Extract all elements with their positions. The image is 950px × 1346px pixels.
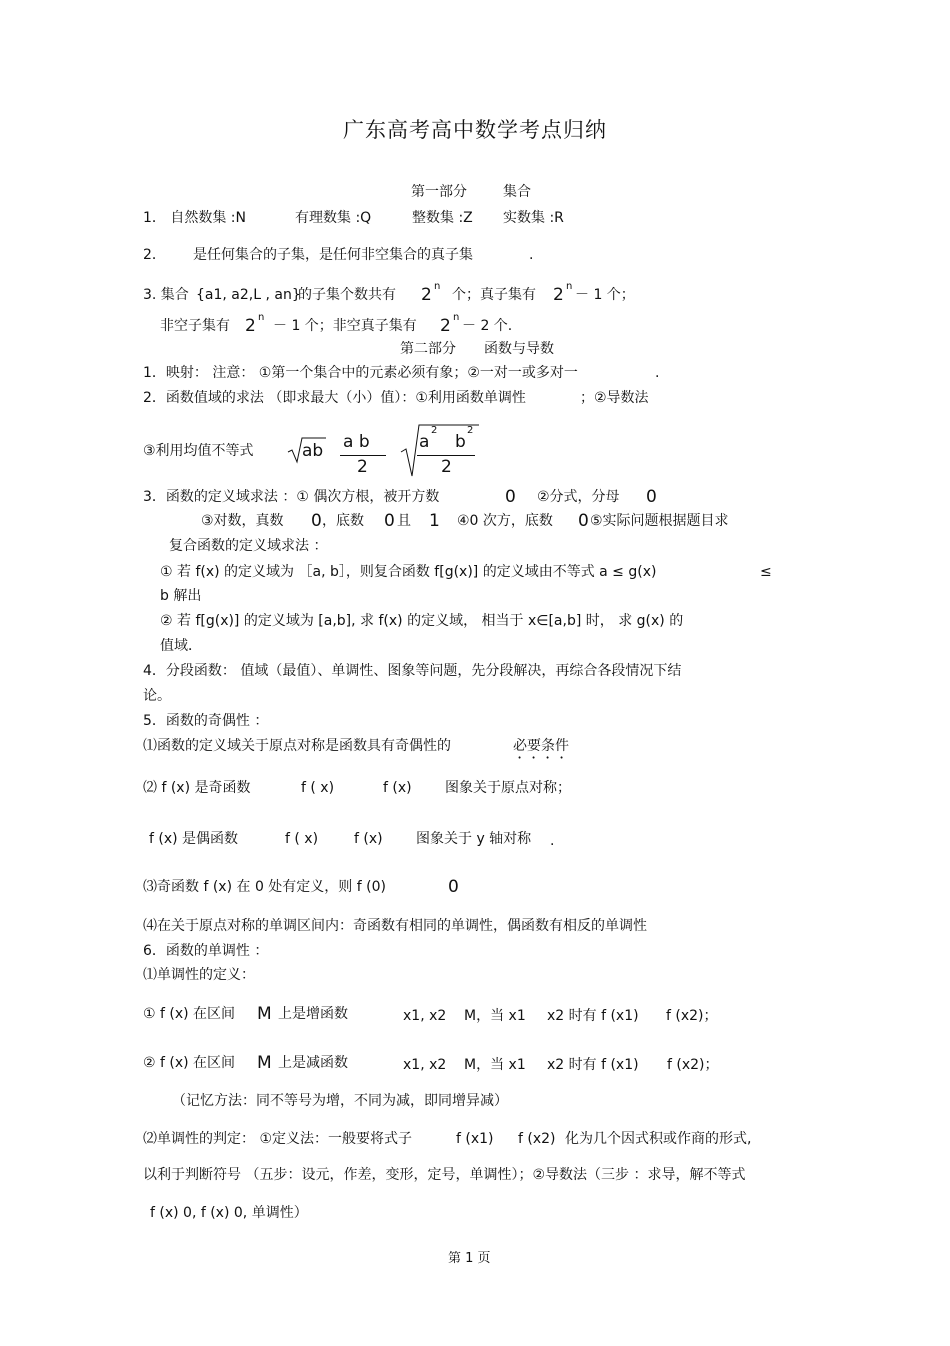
p2-line2-b: ；②导数法 (580, 390, 649, 406)
part2-heading: 第二部分 (400, 341, 456, 357)
frac2-a: a (419, 432, 430, 452)
p2-line4-b: ②分式，分母 (537, 489, 620, 505)
p1-line3-exp1: n (434, 281, 441, 292)
p2-line16-b: f ( x) (285, 831, 319, 847)
p2-line22-f: f (x2)； (667, 1057, 719, 1073)
p1-line3-c: 个；真子集有 (452, 287, 536, 303)
p2-line6: 复合函数的定义域求法 ： (169, 538, 328, 554)
p2-line13: 5．函数的奇偶性 ： (143, 713, 269, 729)
p2-line24-c: f (x2) (518, 1131, 556, 1147)
p1-line1-d: 实数集 :R (503, 210, 564, 226)
p2-line4-a: 3．函数的定义域求法 ：① 偶次方根，被开方数 (143, 489, 440, 505)
p2-line5-a: ③对数，真数 (201, 513, 284, 529)
p2-line21-c: x1, x2 (403, 1008, 447, 1024)
p2-line24-d: 化为几个因式积或作商的形式, (565, 1131, 752, 1147)
p1-line3-b: 的子集个数共有 (298, 287, 396, 303)
p2-line5-z2: 0 (384, 511, 395, 531)
p2-line20: ⑴单调性的定义： (143, 967, 255, 983)
p1-line1-b: 有理数集 :Q (295, 210, 372, 226)
p2-line21-f: f (x2)； (666, 1008, 718, 1024)
frac2-b-exp: 2 (467, 425, 474, 436)
p2-line12: 论。 (143, 688, 171, 704)
frac1-denominator: 2 (357, 457, 368, 477)
p2-line15-c: f (x) (383, 780, 412, 796)
p1-line3-exp2: n (566, 281, 573, 292)
part1-heading: 第一部分 (411, 184, 467, 200)
p2-line22-e: x2 时有 f (x1) (547, 1057, 639, 1073)
p2-line14-a: ⑴函数的定义域关于原点对称是函数具有奇偶性的 (143, 738, 451, 754)
p2-line10: 值域． (160, 638, 202, 654)
p1-line2-text: 是任何集合的子集，是任何非空集合的真子集 (193, 247, 473, 263)
page-number: 第 1 页 (448, 1251, 491, 1266)
p1-line4-exp2: n (453, 312, 460, 323)
p2-line15-a: ⑵ f (x) 是奇函数 (143, 780, 251, 796)
p2-line22-b: 上是减函数 (278, 1055, 348, 1071)
frac2-b: b (455, 432, 466, 452)
part2-heading-sub: 函数与导数 (484, 341, 554, 357)
p2-line21-e: x2 时有 f (x1) (547, 1008, 639, 1024)
p2-line4-z2: 0 (646, 487, 657, 507)
p2-line16-e: . (550, 833, 555, 849)
p1-line1-a: 1． 自然数集 :N (143, 210, 246, 226)
frac2-denominator: 2 (441, 457, 452, 477)
p2-line5-c: 且 (397, 513, 411, 529)
p2-line23: （记忆方法：同不等号为增，不同为减，即同增异减） (172, 1093, 508, 1109)
page-title: 广东高考高中数学考点归纳 (343, 118, 607, 142)
p1-line2-num: 2． (143, 247, 166, 263)
p2-line16-a: f (x) 是偶函数 (149, 831, 239, 847)
p1-line3-pow1: 2 (421, 285, 432, 305)
p2-line9: ② 若 f[g(x)] 的定义域为 [a,b], 求 f(x) 的定义域， 相当于 x∈[a,b] 时， 求 g(x) 的 (160, 613, 684, 629)
p1-line4-pow2: 2 (440, 316, 451, 336)
p2-line5-e: ⑤实际问题根据题目求 (590, 513, 729, 529)
p2-line22-c: x1, x2 (403, 1057, 447, 1073)
p1-line1-c: 整数集 :Z (412, 210, 473, 226)
frac1-numerator: a b (343, 432, 370, 452)
p1-line4-exp1: n (258, 312, 265, 323)
sqrt-ab-value: ab (302, 441, 324, 461)
p2-line15-d: 图象关于原点对称； (445, 780, 571, 796)
p1-line3-set: {a1, a2,L , an} (196, 287, 301, 303)
p1-line4-b: － 1 个；非空真子集有 (273, 318, 417, 334)
p1-line3-a: 3. 集合 (143, 287, 189, 303)
p2-line2: 2．函数值域的求法 （即求最大（小）值）：①利用函数单调性 (143, 390, 526, 406)
p2-line21-a: ① f (x) 在区间 (143, 1006, 236, 1022)
p2-line15-b: f ( x) (301, 780, 335, 796)
p2-line21-b: 上是增函数 (278, 1006, 348, 1022)
p2-line5-z1: 0 (311, 511, 322, 531)
p2-line5-b: ，底数 (322, 513, 364, 529)
p2-line17-b: 0 (448, 877, 459, 897)
p2-line5-z3: 0 (578, 511, 589, 531)
p1-line2-end: . (529, 247, 534, 263)
p2-line22-m: M (257, 1053, 272, 1073)
p1-line4-c: － 2 个. (462, 318, 513, 334)
p1-line3-d: － 1 个； (575, 287, 635, 303)
p2-line22-d: M，当 x1 (464, 1057, 526, 1073)
p2-line22-a: ② f (x) 在区间 (143, 1055, 236, 1071)
p2-line3-text: ③利用均值不等式 (143, 443, 254, 459)
frac2-a-exp: 2 (431, 425, 438, 436)
p2-line16-d: 图象关于 y 轴对称 (416, 831, 532, 847)
p2-line16-c: f (x) (354, 831, 383, 847)
frac1-bar (340, 455, 386, 456)
p2-line18: ⑷在关于原点对称的单调区间内：奇函数有相同的单调性，偶函数有相反的单调性 (143, 918, 647, 934)
p2-line5-one: 1 (429, 511, 440, 531)
p2-line1-end: . (655, 365, 660, 381)
p1-line3-pow2: 2 (553, 285, 564, 305)
p2-line5-d: ④0 次方，底数 (457, 513, 553, 529)
p1-line4-pow1: 2 (245, 316, 256, 336)
p2-line1: 1．映射： 注意： ①第一个集合中的元素必须有象；②一对一或多对一 (143, 365, 578, 381)
p2-line7-b: ≤ (760, 564, 772, 580)
p2-line7: ① 若 f(x) 的定义域为 ［a, b］，则复合函数 f[g(x)] 的定义域由不等式 a ≤ g(x) (160, 564, 657, 580)
p2-line14-emphasis: 必要条件 (513, 738, 569, 754)
p2-line4-z1: 0 (505, 487, 516, 507)
frac2-bar (417, 455, 475, 456)
p2-line11: 4．分段函数： 值域（最值）、单调性、图象等问题，先分段解决，再综合各段情况下结 (143, 663, 682, 679)
p2-line8: b 解出 (160, 588, 202, 604)
p2-line26: f (x) 0, f (x) 0, 单调性） (150, 1205, 308, 1221)
part1-heading-sub: 集合 (503, 184, 531, 200)
p2-line21-m: M (257, 1004, 272, 1024)
p2-line24-a: ⑵单调性的判定： ①定义法：一般要将式子 (143, 1131, 412, 1147)
p2-line17-a: ⑶奇函数 f (x) 在 0 处有定义，则 f (0) (143, 879, 386, 895)
p2-line24-b: f (x1) (456, 1131, 494, 1147)
p1-line4-a: 非空子集有 (160, 318, 230, 334)
p2-line19: 6．函数的单调性 ： (143, 943, 269, 959)
p2-line25: 以利于判断符号 （五步：设元，作差，变形，定号，单调性）；②导数法（三步 ：求导，解不等式 (143, 1167, 746, 1183)
p2-line21-d: M，当 x1 (464, 1008, 526, 1024)
